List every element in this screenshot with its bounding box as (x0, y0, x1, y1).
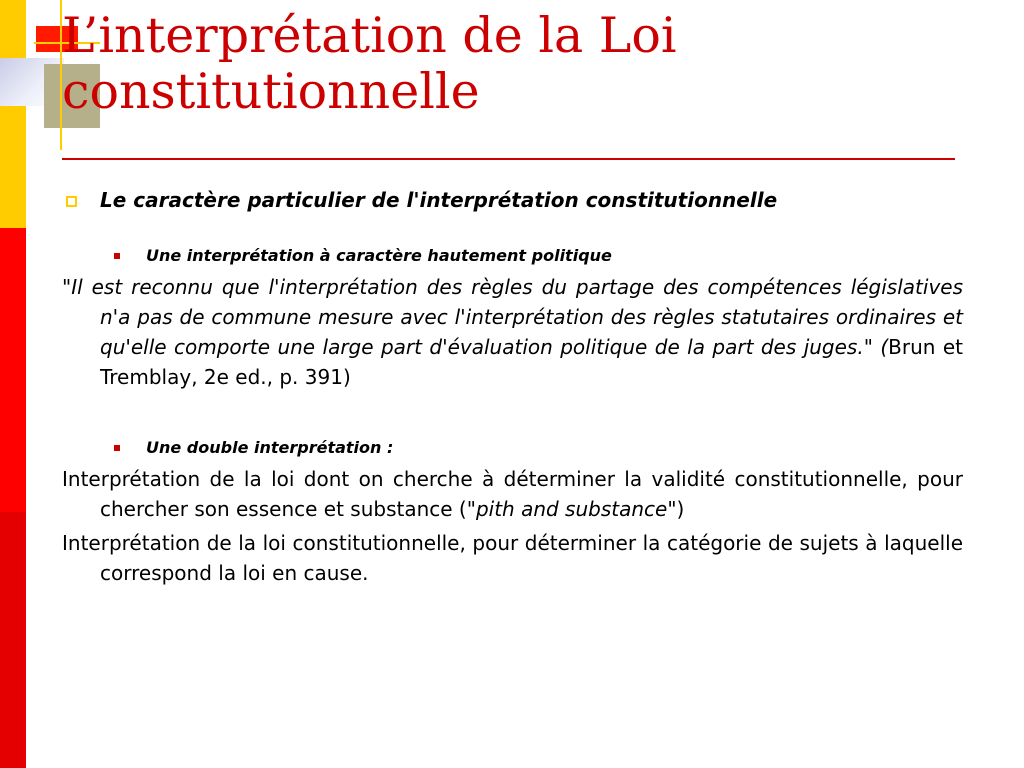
title-underline (62, 158, 955, 160)
subheading-text: Une interprétation à caractère hautement politique (146, 246, 612, 265)
subheading-text: Une double interprétation : (146, 438, 394, 457)
subheading-double (146, 436, 963, 460)
quote-text: "Il est reconnu que l'interprétation des règles du partage des compétences législatives n'a pas de commune mesure avec l'interprétation des règles statutaires ordinaires et qu'elle comporte une large part d'évaluation politique de la part des juges." ( (62, 275, 963, 359)
quote-paragraph (62, 272, 963, 392)
subheading-political (146, 244, 963, 268)
square-bullet-icon (114, 253, 120, 259)
level1-text: Le caractère particulier de l'interprétation constitutionnelle (100, 188, 778, 212)
paragraph-pith-substance (62, 464, 963, 524)
paragraph-category: Interprétation de la loi constitutionnelle, pour déterminer la catégorie de sujets à laquelle correspond la loi en cause. (62, 531, 963, 585)
paragraph-text-end: ") (667, 497, 685, 521)
paragraph-text: Interprétation de la loi dont on cherche à déterminer la validité constitutionnelle, pour chercher son essence et substance (" (62, 467, 963, 521)
square-bullet-icon (114, 445, 120, 451)
slide-title: L’interprétation de la Loi constitutionnelle (62, 7, 677, 120)
quote-citation: Brun et Tremblay, 2e ed., p. 391) (100, 335, 963, 389)
slide-body (62, 182, 963, 588)
left-stripe-red (0, 228, 26, 512)
level1-item (62, 182, 963, 218)
hollow-square-bullet-icon (66, 196, 77, 207)
left-stripe-yellow (0, 0, 26, 228)
left-stripe-dark-red (0, 512, 26, 768)
paragraph-italic-text: pith and substance (475, 497, 668, 521)
